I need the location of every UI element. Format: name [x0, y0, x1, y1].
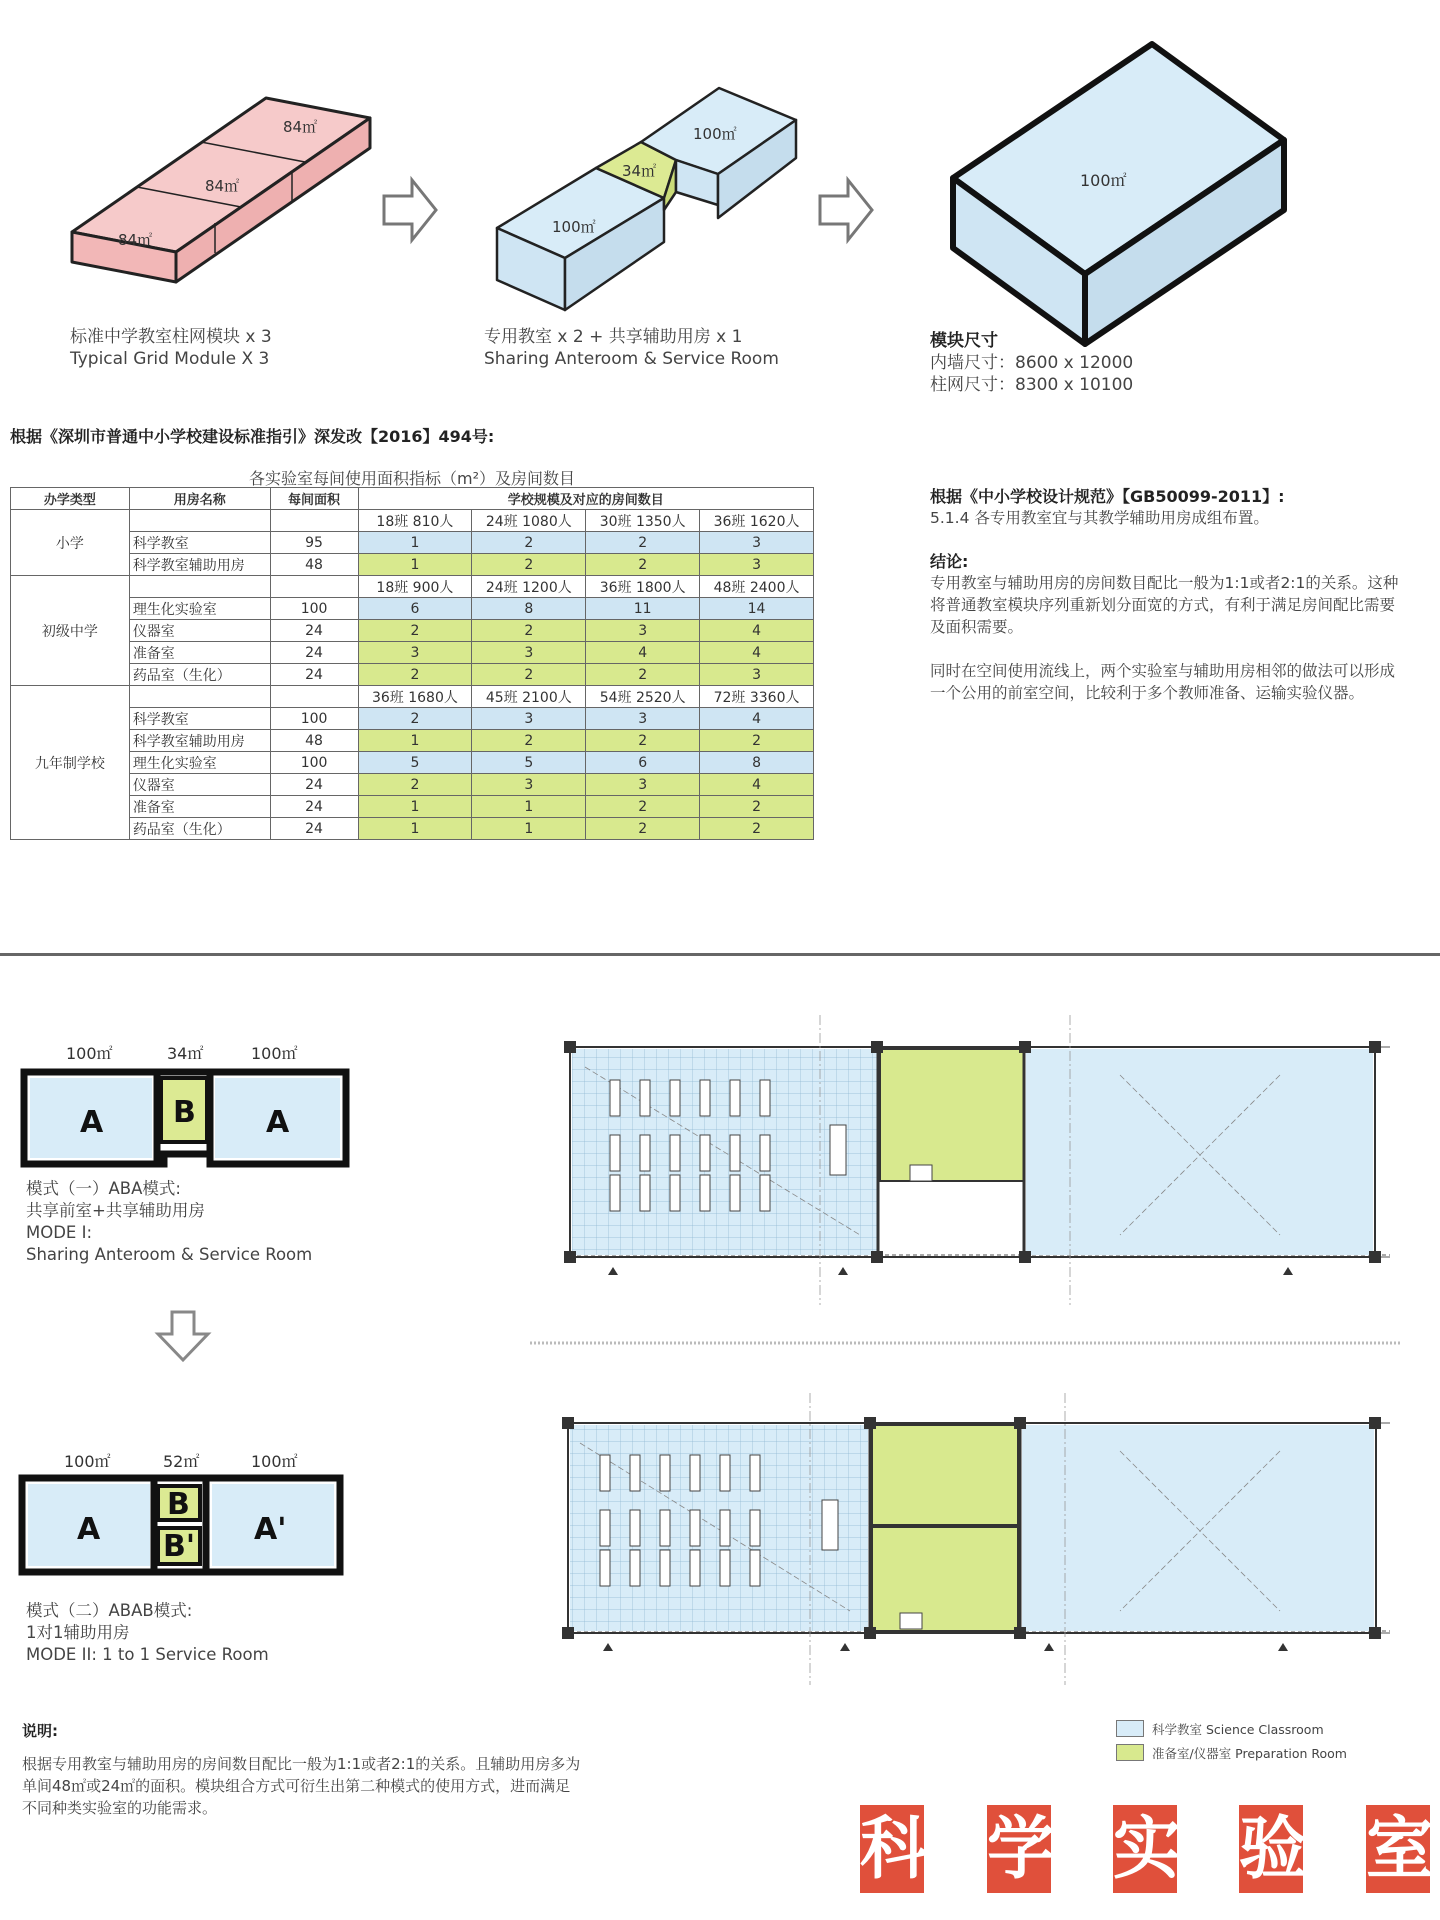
count-cell: 2 [472, 664, 586, 686]
sharing-module-caption [484, 326, 779, 370]
room-area: 100 [270, 598, 358, 620]
conclusion-title: 结论: [930, 552, 969, 571]
floor-plan-mode1 [564, 1015, 1390, 1305]
floor-plan-mode2 [562, 1393, 1390, 1685]
conclusion-text-2: 同时在空间使用流线上，两个实验室与辅助用房相邻的做法可以形成一个公用的前室空间，比较利于多个教师准备、运输实验仪器。 [930, 662, 1396, 702]
mode2-line1: 模式（二）ABAB模式: [26, 1601, 193, 1620]
mode-diagrams [0, 1030, 360, 1590]
scale-cell: 72班 3360人 [700, 686, 814, 708]
mode2-line3: MODE II: 1 to 1 Service Room [26, 1645, 269, 1664]
count-cell: 2 [586, 554, 700, 576]
count-cell: 2 [358, 708, 472, 730]
school-type: 小学 [11, 510, 130, 576]
count-cell: 3 [472, 774, 586, 796]
module-size-caption [930, 330, 1133, 396]
count-cell: 8 [472, 598, 586, 620]
note-text: 根据专用教室与辅助用房的房间数目配比一般为1:1或者2:1的关系。且辅助用房多为单间48㎡或24㎡的面积。模块组合方式可衍生出第二种模式的使用方式，进而满足不同种类实验室的功能需求。 [22, 1755, 581, 1817]
room-area: 100 [270, 708, 358, 730]
room-area: 48 [270, 730, 358, 752]
scale-cell: 24班 1080人 [472, 510, 586, 532]
module-area-2: 84㎡ [205, 177, 240, 195]
module-size-title: 模块尺寸 [930, 331, 998, 351]
room-name: 药品室（生化） [129, 818, 270, 840]
count-cell: 1 [472, 818, 586, 840]
table-row [11, 598, 814, 620]
banner-char: 验 [1239, 1805, 1303, 1893]
school-type: 初级中学 [11, 576, 130, 686]
scale-cell: 24班 1200人 [472, 576, 586, 598]
caption-en: Typical Grid Module X 3 [70, 349, 270, 369]
room-name: 科学教室辅助用房 [129, 554, 270, 576]
mode2-room-a: A [77, 1512, 101, 1547]
section-divider [0, 953, 1440, 956]
count-cell: 3 [472, 708, 586, 730]
count-cell: 1 [358, 554, 472, 576]
room-name: 科学教室辅助用房 [129, 730, 270, 752]
room-name: 科学教室 [129, 708, 270, 730]
count-cell: 3 [586, 774, 700, 796]
caption-cn: 专用教室 x 2 + 共享辅助用房 x 1 [484, 327, 743, 347]
table-row [11, 620, 814, 642]
spec-section [930, 484, 1400, 704]
count-cell: 3 [700, 532, 814, 554]
count-cell: 2 [586, 730, 700, 752]
spec-clause: 5.1.4 各专用教室宜与其教学辅助用房成组布置。 [930, 509, 1269, 527]
count-cell: 2 [472, 730, 586, 752]
scale-row [11, 510, 814, 532]
room-name: 理生化实验室 [129, 752, 270, 774]
count-cell: 4 [700, 774, 814, 796]
mode1-room-a-right: A [266, 1105, 290, 1140]
count-cell: 1 [358, 532, 472, 554]
count-cell: 4 [700, 642, 814, 664]
scale-cell: 18班 810人 [358, 510, 472, 532]
count-cell: 2 [700, 730, 814, 752]
room-area: 24 [270, 774, 358, 796]
mode1-line1: 模式（一）ABA模式: [26, 1179, 181, 1198]
mode1-area-a-right: 100㎡ [251, 1044, 298, 1063]
module-area-3: 84㎡ [283, 118, 318, 136]
module-area-1: 84㎡ [118, 231, 153, 249]
count-cell: 2 [358, 774, 472, 796]
mode2-room-b-prime: B' [163, 1529, 196, 1564]
table-row [11, 818, 814, 840]
arrow-right-icon [820, 180, 872, 240]
count-cell: 2 [586, 818, 700, 840]
mode1-area-a-left: 100㎡ [66, 1044, 113, 1063]
banner-char: 实 [1113, 1805, 1177, 1893]
legend-swatch-science [1116, 1720, 1144, 1737]
table-source: 根据《深圳市普通中小学校建设标准指引》深发改【2016】494号: [10, 427, 495, 446]
room-area: 100 [270, 752, 358, 774]
count-cell: 6 [586, 752, 700, 774]
arrow-down-icon [158, 1312, 208, 1360]
conclusion-text-1: 专用教室与辅助用房的房间数目配比一般为1:1或者2:1的关系。这种将普通教室模块序列重新划分面宽的方式，有利于满足房间配比需要及面积需要。 [930, 574, 1399, 636]
table-row [11, 730, 814, 752]
count-cell: 1 [358, 818, 472, 840]
mode1-line4: Sharing Anteroom & Service Room [26, 1245, 313, 1264]
room-name: 准备室 [129, 796, 270, 818]
table-row [11, 554, 814, 576]
count-cell: 1 [358, 796, 472, 818]
scale-cell: 36班 1680人 [358, 686, 472, 708]
count-cell: 2 [358, 620, 472, 642]
legend-swatch-prep [1116, 1744, 1144, 1761]
floor-plans [500, 985, 1420, 1705]
mode2-caption [26, 1600, 269, 1666]
room-area: 24 [270, 796, 358, 818]
table-row [11, 642, 814, 664]
mode1-room-b: B [173, 1095, 196, 1130]
count-cell: 8 [700, 752, 814, 774]
mode2-room-b: B [167, 1487, 190, 1522]
room-area: 48 [270, 554, 358, 576]
legend-science: 科学教室 Science Classroom [1152, 1722, 1324, 1737]
room-area: 24 [270, 620, 358, 642]
count-cell: 3 [700, 554, 814, 576]
count-cell: 3 [700, 664, 814, 686]
count-cell: 1 [358, 730, 472, 752]
mode2-line2: 1对1辅助用房 [26, 1623, 130, 1642]
count-cell: 1 [472, 796, 586, 818]
module-area-34: 34㎡ [622, 162, 657, 180]
room-area: 95 [270, 532, 358, 554]
lab-area-table [10, 487, 814, 840]
count-cell: 3 [586, 708, 700, 730]
mode2-area-a-left: 100㎡ [64, 1452, 111, 1471]
module-area-100-combined: 100㎡ [1080, 171, 1127, 190]
table-row [11, 708, 814, 730]
table-row [11, 774, 814, 796]
table-header-row [11, 488, 814, 510]
count-cell: 2 [472, 554, 586, 576]
banner-char: 学 [987, 1805, 1051, 1893]
mode2-area-a-right: 100㎡ [251, 1452, 298, 1471]
arrow-right-icon [384, 180, 436, 240]
room-area: 24 [270, 664, 358, 686]
scale-row [11, 576, 814, 598]
banner-char: 室 [1366, 1805, 1430, 1893]
col-header-scale: 学校规模及对应的房间数目 [358, 488, 814, 510]
room-name: 准备室 [129, 642, 270, 664]
col-header-area: 每间面积 [270, 488, 358, 510]
count-cell: 11 [586, 598, 700, 620]
banner-char: 科 [860, 1805, 924, 1893]
count-cell: 2 [358, 664, 472, 686]
note-section [22, 1720, 582, 1819]
scale-cell: 18班 900人 [358, 576, 472, 598]
table-row [11, 664, 814, 686]
mode1-area-b: 34㎡ [167, 1044, 204, 1063]
mode1-line2: 共享前室+共享辅助用房 [26, 1201, 205, 1220]
table-row [11, 752, 814, 774]
room-area: 24 [270, 642, 358, 664]
scale-row [11, 686, 814, 708]
col-header-name: 用房名称 [129, 488, 270, 510]
combined-module-block [953, 44, 1284, 344]
count-cell: 2 [586, 796, 700, 818]
room-name: 仪器室 [129, 620, 270, 642]
count-cell: 5 [472, 752, 586, 774]
module-area-100-right: 100㎡ [693, 125, 737, 143]
table-row [11, 532, 814, 554]
mode1-line3: MODE I: [26, 1223, 93, 1242]
count-cell: 6 [358, 598, 472, 620]
room-name: 科学教室 [129, 532, 270, 554]
table-row [11, 796, 814, 818]
count-cell: 3 [358, 642, 472, 664]
count-cell: 2 [472, 620, 586, 642]
scale-cell: 54班 2520人 [586, 686, 700, 708]
scale-cell: 36班 1800人 [586, 576, 700, 598]
grid-module-caption [70, 326, 272, 370]
note-title: 说明: [22, 1722, 58, 1740]
count-cell: 2 [586, 664, 700, 686]
mode2-room-a-prime: A' [254, 1512, 287, 1547]
room-name: 药品室（生化） [129, 664, 270, 686]
scale-cell: 48班 2400人 [700, 576, 814, 598]
mode2-area-b: 52㎡ [163, 1452, 200, 1471]
room-area: 24 [270, 818, 358, 840]
mode1-caption [26, 1178, 312, 1266]
legend-prep: 准备室/仪器室 Preparation Room [1152, 1746, 1347, 1761]
spec-source: 根据《中小学校设计规范》【GB50099-2011】: [930, 487, 1285, 506]
count-cell: 5 [358, 752, 472, 774]
caption-en: Sharing Anteroom & Service Room [484, 349, 779, 369]
count-cell: 14 [700, 598, 814, 620]
scale-cell: 45班 2100人 [472, 686, 586, 708]
count-cell: 2 [700, 818, 814, 840]
scale-cell: 36班 1620人 [700, 510, 814, 532]
count-cell: 4 [586, 642, 700, 664]
count-cell: 2 [472, 532, 586, 554]
grid-size: 柱网尺寸：8300 x 10100 [930, 375, 1134, 395]
sharing-module-block [497, 88, 796, 310]
count-cell: 3 [586, 620, 700, 642]
table-title: 各实验室每间使用面积指标（m²）及房间数目 [248, 469, 575, 488]
module-area-100-left: 100㎡ [552, 218, 596, 236]
count-cell: 2 [586, 532, 700, 554]
col-header-type: 办学类型 [11, 488, 130, 510]
inner-size: 内墙尺寸：8600 x 12000 [930, 353, 1134, 373]
count-cell: 4 [700, 620, 814, 642]
count-cell: 2 [700, 796, 814, 818]
mode1-room-a-left: A [80, 1105, 104, 1140]
school-type: 九年制学校 [11, 686, 130, 840]
count-cell: 4 [700, 708, 814, 730]
scale-cell: 30班 1350人 [586, 510, 700, 532]
caption-cn: 标准中学教室柱网模块 x 3 [70, 327, 272, 347]
room-name: 仪器室 [129, 774, 270, 796]
count-cell: 3 [472, 642, 586, 664]
room-name: 理生化实验室 [129, 598, 270, 620]
